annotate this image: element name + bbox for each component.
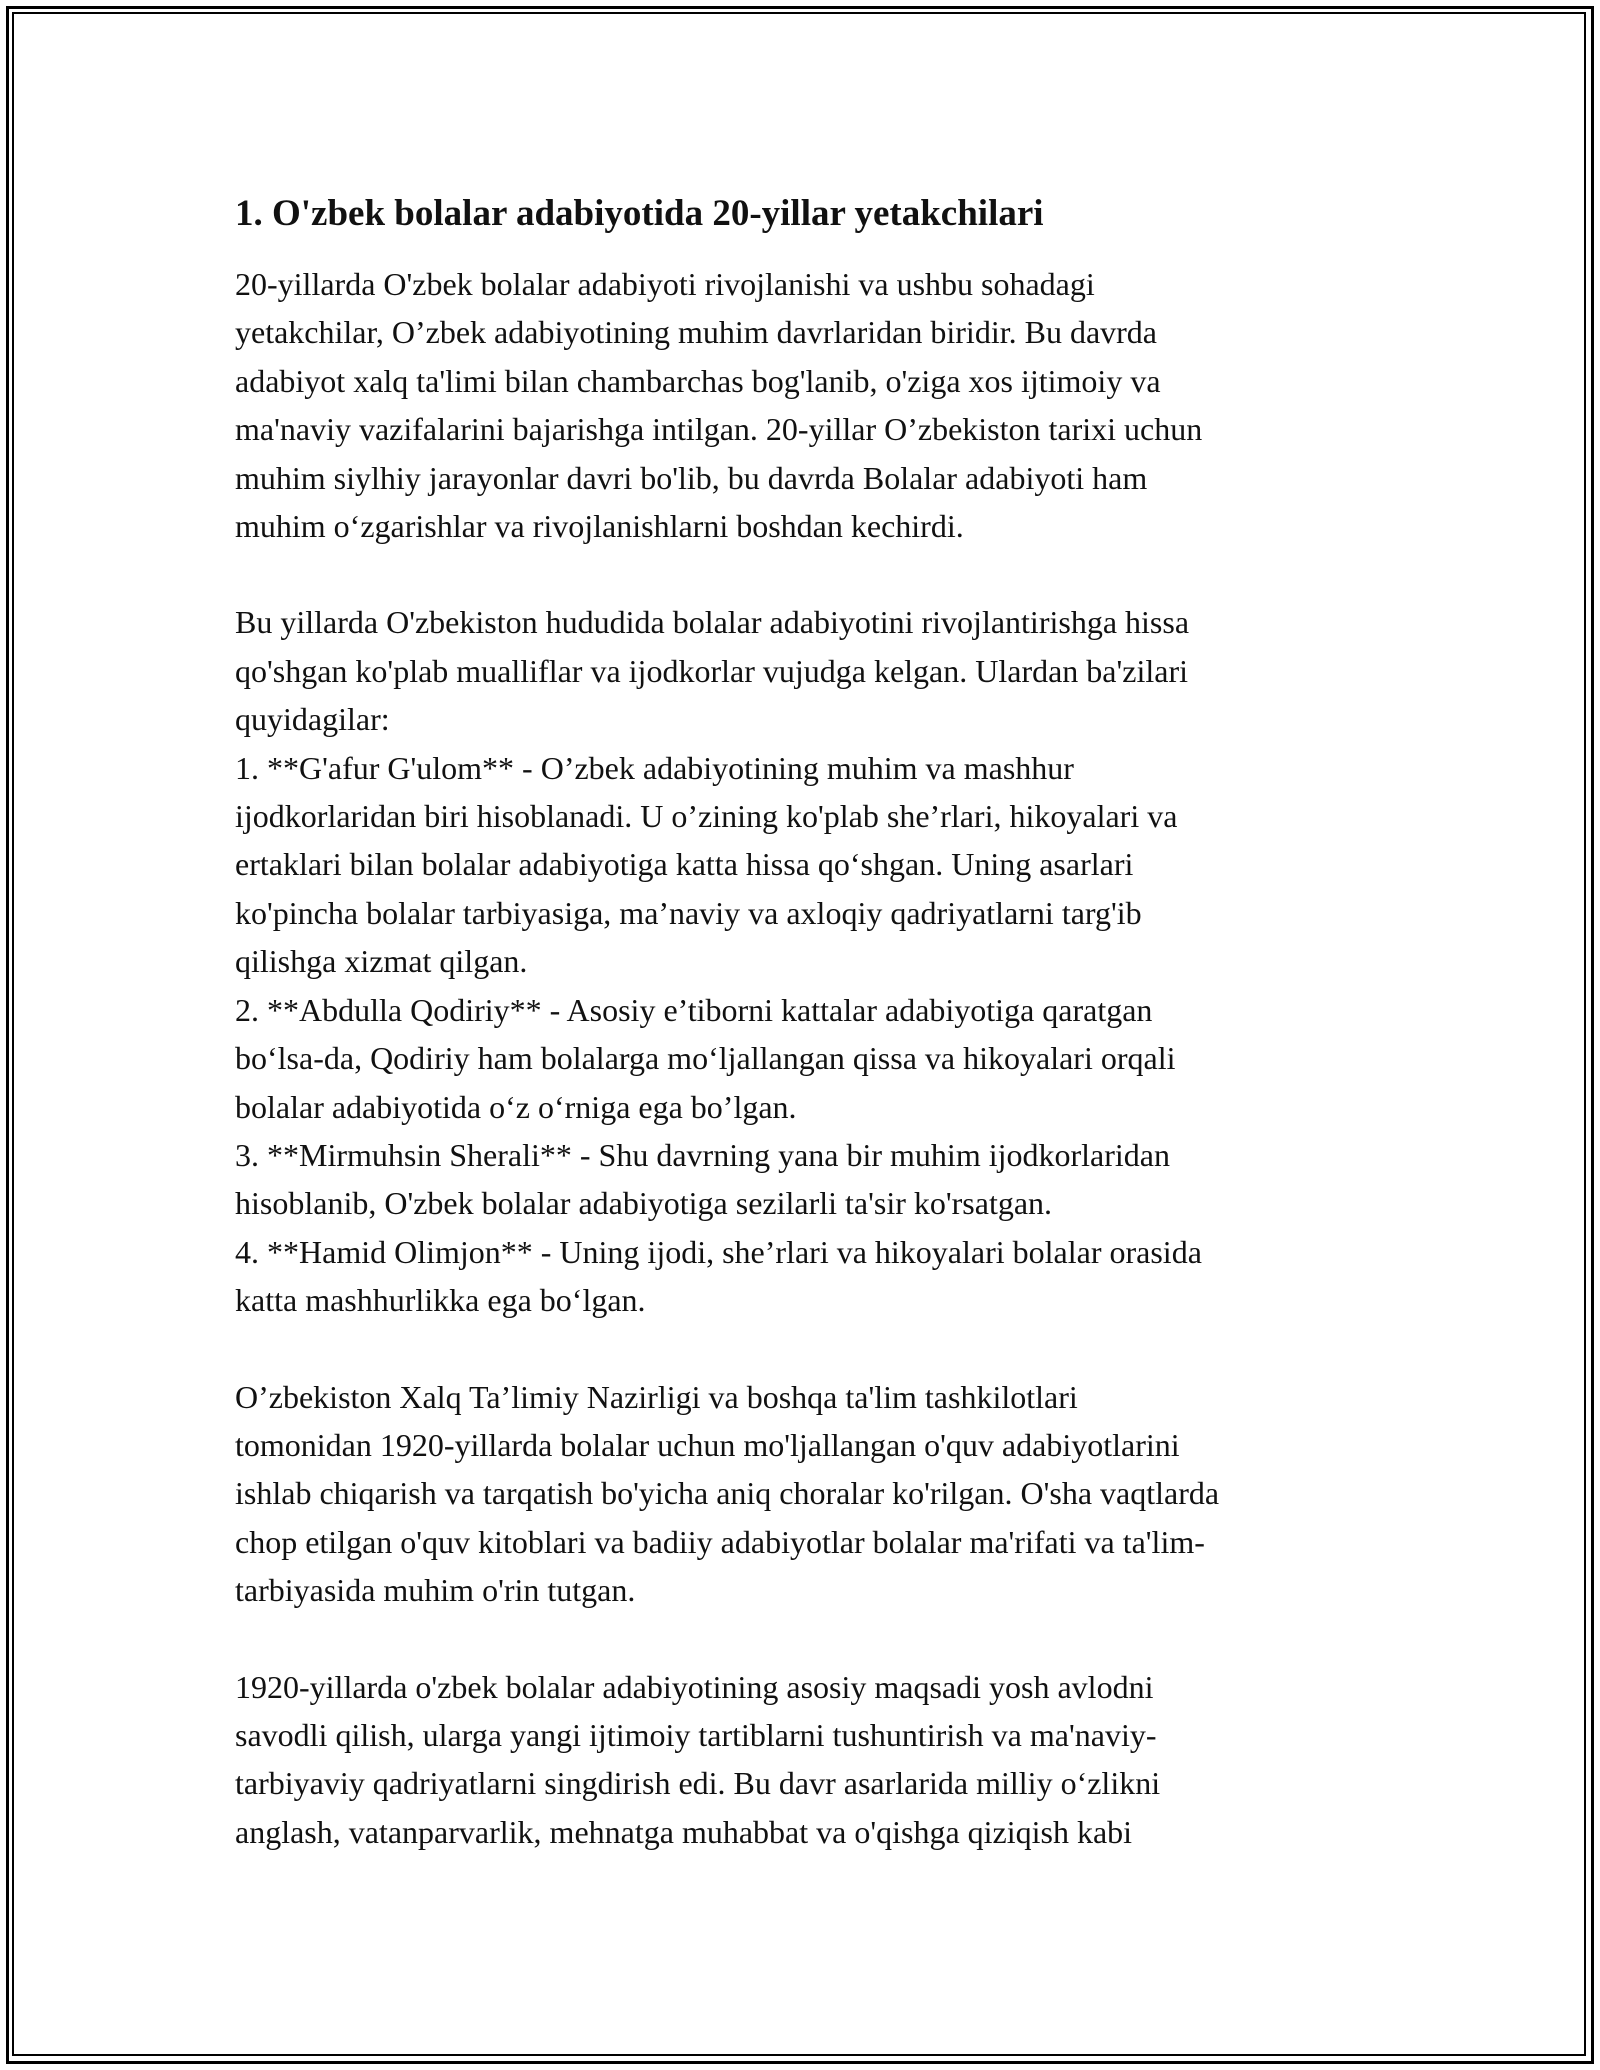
document-body — [235, 186, 1380, 1856]
paragraph-authors: Bu yillarda O'zbekiston hududida bolalar adabiyotini rivojlantirishga hissa qo'shgan ko'plab mualliflar va ijodkorlar vujudga kelgan. Ulardan ba'zilari quyidagilar: 1. **G'afur G'ulom** - O’zbek adabiyotining muhim va mashhur ijodkorlaridan biri hisoblanadi. U o’zining ko'plab she’rlari, hikoyalari va ertaklari bilan bolalar adabiyotiga katta hissa qo‘shgan. Uning asarlari ko'pincha bolalar tarbiyasiga, ma’naviy va axloqiy qadriyatlarni targ'ib qilishga xizmat qilgan. 2. **Abdulla Qodiriy** - Asosiy e’tiborni kattalar adabiyotiga qaratgan bo‘lsa-da, Qodiriy ham bolalarga mo‘ljallangan qissa va hikoyalari orqali bolalar adabiyotida o‘z o‘rniga ega bo’lgan. 3. **Mirmuhsin Sherali** - Shu davrning yana bir muhim ijodkorlaridan hisoblanib, O'zbek bolalar adabiyotiga sezilarli ta'sir ko'rsatgan. 4. **Hamid Olimjon** - Uning ijodi, she’rlari va hikoyalari bolalar orasida katta mashhurlikka ega bo‘lgan. — [235, 604, 1202, 1319]
paragraph-intro: 20-yillarda O'zbek bolalar adabiyoti rivojlanishi va ushbu sohadagi yetakchilar, O’zbek adabiyotining muhim davrlaridan biridir. Bu davrda adabiyot xalq ta'limi bilan chambarchas bog'lanib, o'ziga xos ijtimoiy va ma'naviy vazifalarini bajarishga intilgan. 20-yillar O’zbekiston tarixi uchun muhim siylhiy jarayonlar davri bo'lib, bu davrda Bolalar adabiyoti ham muhim o‘zgarishlar va rivojlanishlarni boshdan kechirdi. — [235, 266, 1203, 545]
paragraph-gap — [235, 1615, 1380, 1663]
paragraph-gap — [235, 1325, 1380, 1373]
section-heading: 1. O'zbek bolalar adabiyotida 20-yillar yetakchilari — [235, 193, 1044, 234]
paragraph-gap — [235, 550, 1380, 598]
paragraph-education: O’zbekiston Xalq Ta’limiy Nazirligi va boshqa ta'lim tashkilotlari tomonidan 1920-yillarda bolalar uchun mo'ljallangan o'quv adabiyotlarini ishlab chiqarish va tarqatish bo'yicha aniq choralar ko'rilgan. O'sha vaqtlarda chop etilgan o'quv kitoblari va badiiy adabiyotlar bolalar ma'rifati va ta'lim- tarbiyasida muhim o'rin tutgan. — [235, 1378, 1220, 1609]
paragraph-goals: 1920-yillarda o'zbek bolalar adabiyotining asosiy maqsadi yosh avlodni savodli qilish, ularga yangi ijtimoiy tartiblarni tushuntirish va ma'naviy- tarbiyaviy qadriyatlarni singdirish edi. Bu davr asarlarida milliy o‘zlikni anglash, vatanparvarlik, mehnatga muhabbat va o'qishga qiziqish kabi — [235, 1668, 1161, 1850]
